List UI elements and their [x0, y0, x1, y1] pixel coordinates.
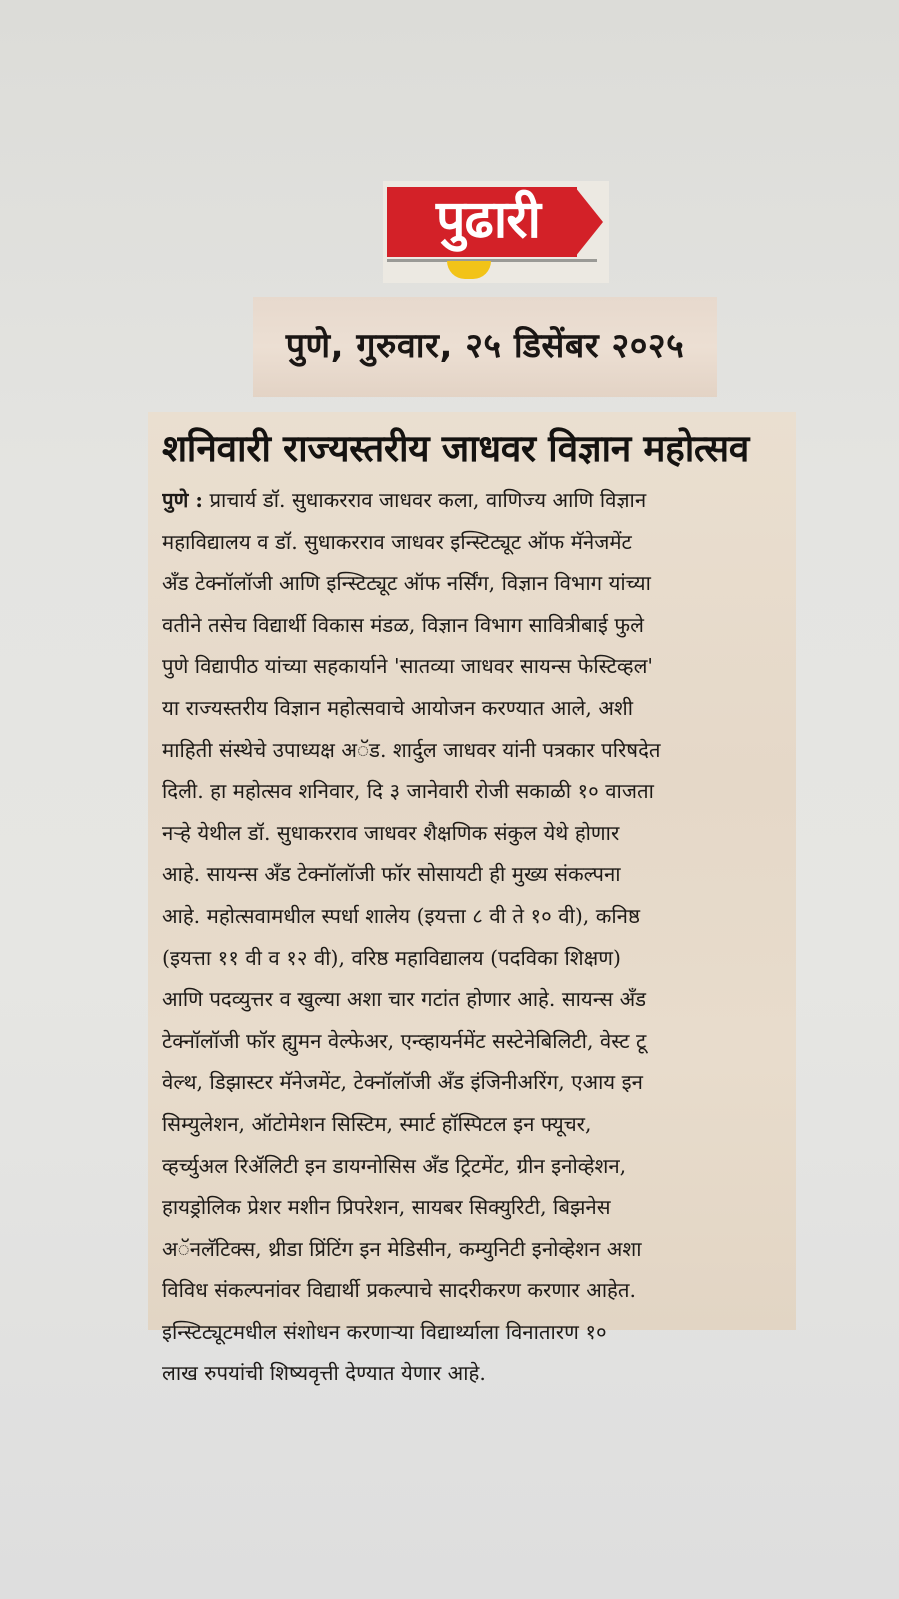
- article-body: [162, 480, 784, 1395]
- article-line: सिम्युलेशन, ऑटोमेशन सिस्टिम, स्मार्ट हॉस्पिटल इन फ्यूचर,: [162, 1111, 592, 1136]
- article-line: वतीने तसेच विद्यार्थी विकास मंडळ, विज्ञान विभाग सावित्रीबाई फुले: [162, 612, 644, 637]
- article-line: दिली. हा महोत्सव शनिवार, दि ३ जानेवारी रोजी सकाळी १० वाजता: [162, 779, 654, 804]
- article-line: आणि पदव्युत्तर व खुल्या अशा चार गटांत होणार आहे. सायन्स अँड: [162, 987, 647, 1012]
- article-line: माहिती संस्थेचे उपाध्यक्ष अॅड. शार्दुल जाधवर यांनी पत्रकार परिषदेत: [162, 737, 661, 762]
- article-line: नऱ्हे येथील डॉ. सुधाकरराव जाधवर शैक्षणिक संकुल येथे होणार: [162, 820, 620, 845]
- dateline-text: पुणे, गुरुवार, २५ डिसेंबर २०२५: [285, 326, 685, 366]
- article-line: (इयत्ता ११ वी व १२ वी), वरिष्ठ महाविद्यालय (पदविका शिक्षण): [162, 945, 621, 970]
- logo-arrow-shape: [575, 187, 603, 257]
- article-line: या राज्यस्तरीय विज्ञान महोत्सवाचे आयोजन करण्यात आले, अशी: [162, 695, 634, 720]
- article-line: आहे. सायन्स अँड टेक्नॉलॉजी फॉर सोसायटी ही मुख्य संकल्पना: [162, 862, 621, 887]
- masthead-logo: [383, 181, 609, 283]
- logo-underline: [387, 259, 597, 281]
- article-line: विविध संकल्पनांवर विद्यार्थी प्रकल्पाचे सादरीकरण करणार आहेत.: [162, 1278, 636, 1303]
- logo-rule: [387, 259, 597, 262]
- article-line: आहे. महोत्सवामधील स्पर्धा शालेय (इयत्ता ८ वी ते १० वी), कनिष्ठ: [162, 903, 641, 928]
- article-line: [162, 480, 784, 522]
- article-line: व्हर्च्युअल रिॲलिटी इन डायग्नोसिस अँड ट्रिटमेंट, ग्रीन इनोव्हेशन,: [162, 1153, 627, 1178]
- article-dateline-place: पुणे :: [162, 488, 203, 512]
- article-line: वेल्थ, डिझास्टर मॅनेजमेंट, टेक्नॉलॉजी अँड इंजिनीअरिंग, एआय इन: [162, 1070, 643, 1095]
- article-clipping: [148, 412, 796, 1386]
- article-line: टेक्नॉलॉजी फॉर ह्युमन वेल्फेअर, एन्व्हायर्नमेंट सस्टेनेबिलिटी, वेस्ट टू: [162, 1028, 647, 1053]
- article-line: अॅनलॅटिक्स, थ्रीडा प्रिंटिंग इन मेडिसीन, कम्युनिटी इनोव्हेशन अशा: [162, 1236, 642, 1261]
- article-line: महाविद्यालय व डॉ. सुधाकरराव जाधवर इन्स्टिट्यूट ऑफ मॅनेजमेंट: [162, 529, 632, 554]
- dateline-strip: [253, 297, 717, 397]
- article-headline: शनिवारी राज्यस्तरीय जाधवर विज्ञान महोत्सव: [162, 427, 749, 470]
- article-line: पुणे विद्यापीठ यांच्या सहकार्याने 'सातव्या जाधवर सायन्स फेस्टिव्हल': [162, 654, 654, 679]
- logo-yellow-mark: [447, 261, 491, 279]
- logo-text: पुढारी: [435, 190, 541, 250]
- article-line: अँड टेक्नॉलॉजी आणि इन्स्टिट्यूट ऑफ नर्सिंग, विज्ञान विभाग यांच्या: [162, 571, 651, 596]
- article-line: हायड्रोलिक प्रेशर मशीन प्रिपरेशन, सायबर सिक्युरिटी, बिझनेस: [162, 1195, 611, 1220]
- article-line: इन्स्टिट्यूटमधील संशोधन करणाऱ्या विद्यार्थ्याला विनातारण १०: [162, 1319, 607, 1344]
- article-line: लाख रुपयांची शिष्यवृत्ती देण्यात येणार आहे.: [162, 1361, 486, 1386]
- article-line-text: प्राचार्य डॉ. सुधाकरराव जाधवर कला, वाणिज्य आणि विज्ञान: [209, 488, 647, 512]
